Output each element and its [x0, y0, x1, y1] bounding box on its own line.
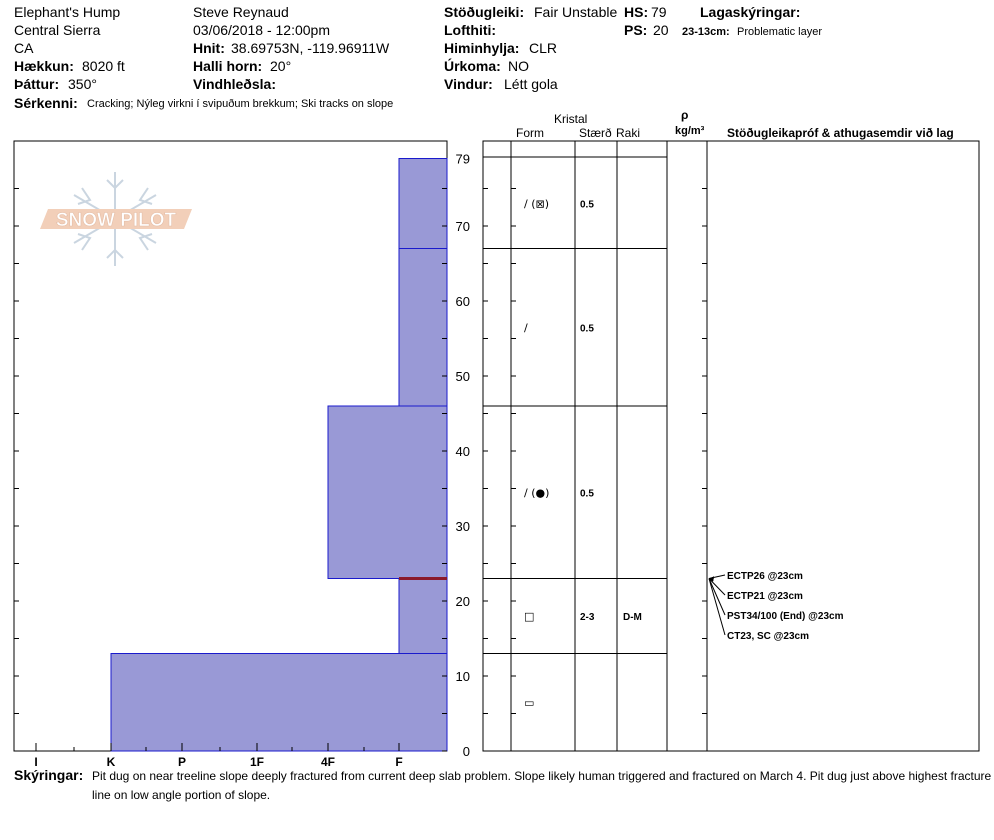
tests-column-header: Stöðugleikapróf & athugasemdir við lag	[727, 126, 954, 140]
wind-label: Vindur:	[444, 76, 493, 92]
sky-label: Himinhylja:	[444, 40, 520, 56]
layer-note-text: Problematic layer	[737, 26, 822, 38]
grain-size-0: 0.5	[580, 199, 594, 211]
features-label: Sérkenni:	[14, 95, 78, 111]
features-value: Cracking; Nýleg virkni í svipuðum brekkum; Ski tracks on slope	[87, 98, 394, 110]
y-tick-label: 60	[455, 294, 470, 309]
hs-label: HS:	[624, 4, 649, 20]
sky-value: CLR	[529, 40, 558, 56]
notes-text: Pit dug on near treeline slope deeply fractured from current deep slab problem. Slope likely human triggered and fractured on March 4. Pit dug just above highest fracture line on low angle portion of slope.	[92, 769, 992, 802]
grain-form-3: □	[524, 610, 535, 623]
aspect-label: Þáttur:	[14, 76, 60, 92]
ps-label: PS:	[624, 22, 648, 38]
y-tick-label: 20	[455, 594, 470, 609]
slope-angle-label: Halli horn:	[193, 58, 263, 74]
y-tick-label: 70	[455, 219, 470, 234]
slope-angle-value: 20°	[270, 58, 292, 74]
x-tick-label: K	[106, 755, 116, 769]
layer-table-frame	[483, 141, 979, 751]
y-tick-label: 50	[455, 369, 470, 384]
x-tick-label: P	[177, 755, 187, 769]
grain-form-2: / (●)	[524, 486, 550, 500]
hs-value: 79	[651, 4, 667, 20]
aspect-value: 350°	[68, 76, 97, 92]
stability-test-1: ECTP21 @23cm	[727, 591, 803, 602]
y-tick-label: 0	[462, 744, 470, 759]
y-tick-label: 40	[455, 444, 470, 459]
layer-note-depth: 23-13cm:	[682, 26, 730, 38]
air-temp-label: Lofthiti:	[444, 22, 497, 38]
wind-value: Létt gola	[504, 76, 558, 92]
snowpilot-logo	[40, 172, 192, 266]
stability-value: Fair Unstable	[534, 4, 618, 20]
elevation-label: Hækkun:	[14, 58, 74, 74]
stability-label: Stöðugleiki:	[444, 4, 525, 20]
grain-size-1: 0.5	[580, 323, 594, 335]
coords-value: 38.69753N, -119.96911W	[231, 40, 390, 56]
legend-title: Lagaskýringar:	[700, 4, 801, 20]
mountain-range: Central Sierra	[14, 22, 101, 38]
grain-form-1: /	[524, 321, 528, 335]
svg-text:SNOW PILOT: SNOW PILOT	[55, 210, 177, 231]
grain-size-2: 0.5	[580, 488, 594, 500]
density-unit: kg/m³	[675, 125, 705, 137]
rho-symbol: ρ	[681, 108, 689, 122]
size-column-header: Stærð	[579, 126, 612, 140]
hardness-bar-3	[399, 579, 447, 654]
stability-test-2: PST34/100 (End) @23cm	[727, 611, 844, 622]
notes-label: Skýringar:	[14, 767, 84, 783]
y-tick-label: 79	[455, 151, 470, 167]
x-tick-label: F	[395, 755, 403, 769]
coords-label: Hnit:	[193, 40, 225, 56]
test-leader-2	[709, 579, 725, 616]
kristal-header: Kristal	[554, 112, 588, 126]
precip-value: NO	[508, 58, 529, 74]
x-tick-label: 4F	[320, 755, 336, 769]
location-name: Elephant's Hump	[14, 4, 121, 20]
elevation-value: 8020 ft	[82, 58, 125, 74]
moisture-3: D-M	[623, 612, 642, 623]
y-tick-label: 10	[455, 669, 470, 684]
hardness-bar-4	[111, 654, 447, 752]
grain-size-3: 2-3	[580, 612, 595, 623]
wind-loading-label: Vindhleðsla:	[193, 76, 276, 92]
hardness-bar-0	[399, 159, 447, 249]
y-tick-label: 30	[455, 519, 470, 534]
precip-label: Úrkoma:	[444, 58, 501, 74]
grain-form-4: ▭	[524, 696, 535, 710]
hardness-bar-2	[328, 406, 447, 579]
moisture-column-header: Raki	[616, 126, 641, 140]
observer: Steve Reynaud	[193, 4, 289, 20]
stability-test-0: ECTP26 @23cm	[727, 571, 803, 582]
x-tick-label: 1F	[249, 755, 265, 769]
x-tick-label: I	[34, 755, 38, 769]
grain-form-0: / (⊠)	[524, 197, 550, 211]
stability-test-3: CT23, SC @23cm	[727, 631, 810, 642]
form-column-header: Form	[516, 126, 544, 140]
date-time: 03/06/2018 - 12:00pm	[193, 22, 330, 38]
hardness-bar-1	[399, 249, 447, 407]
ps-value: 20	[653, 22, 669, 38]
state: CA	[14, 40, 34, 56]
